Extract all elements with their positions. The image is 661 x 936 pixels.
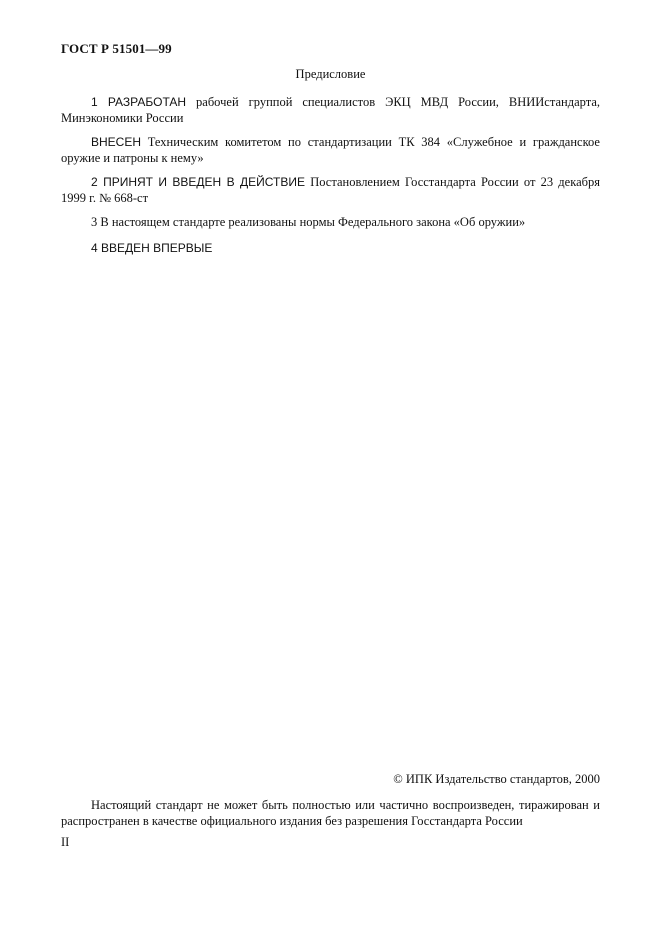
preface-item-introduced <box>61 134 600 166</box>
preface-item-adopted <box>61 174 600 206</box>
preface-item-first-introduced <box>61 240 600 256</box>
preface-item-developed <box>61 94 600 126</box>
preface-item-lead: 4 ВВЕДЕН ВПЕРВЫЕ <box>91 241 213 255</box>
reproduction-notice: Настоящий стандарт не может быть полностью или частично воспроизведен, тиражирован и распространен в качестве официального издания без разрешения Госстандарта России <box>61 798 600 828</box>
preface-item-lead: ВНЕСЕН <box>91 135 142 149</box>
preface-item-law <box>61 214 600 230</box>
preface-item-lead: 2 ПРИНЯТ И ВВЕДЕН В ДЕЙСТВИЕ <box>91 175 306 189</box>
preface-item-text: Техническим комитетом по стандартизации ТК 384 «Служебное и гражданское оружие и патроны к нему» <box>61 135 600 165</box>
copyright-notice: © ИПК Издательство стандартов, 2000 <box>393 772 600 786</box>
document-code: ГОСТ Р 51501—99 <box>61 41 172 56</box>
preface-item-text: 3 В настоящем стандарте реализованы нормы Федерального закона «Об оружии» <box>91 215 526 229</box>
preface-item-text: Постановлением Госстандарта России от 23 декабря 1999 г. № 668-ст <box>61 175 601 205</box>
preface-item-text: рабочей группой специалистов ЭКЦ МВД России, ВНИИстандарта, Минэкономики России <box>61 95 600 125</box>
preface-title: Предисловие <box>295 67 366 81</box>
preface-item-lead: 1 РАЗРАБОТАН <box>91 95 187 109</box>
page-number: II <box>61 835 70 849</box>
